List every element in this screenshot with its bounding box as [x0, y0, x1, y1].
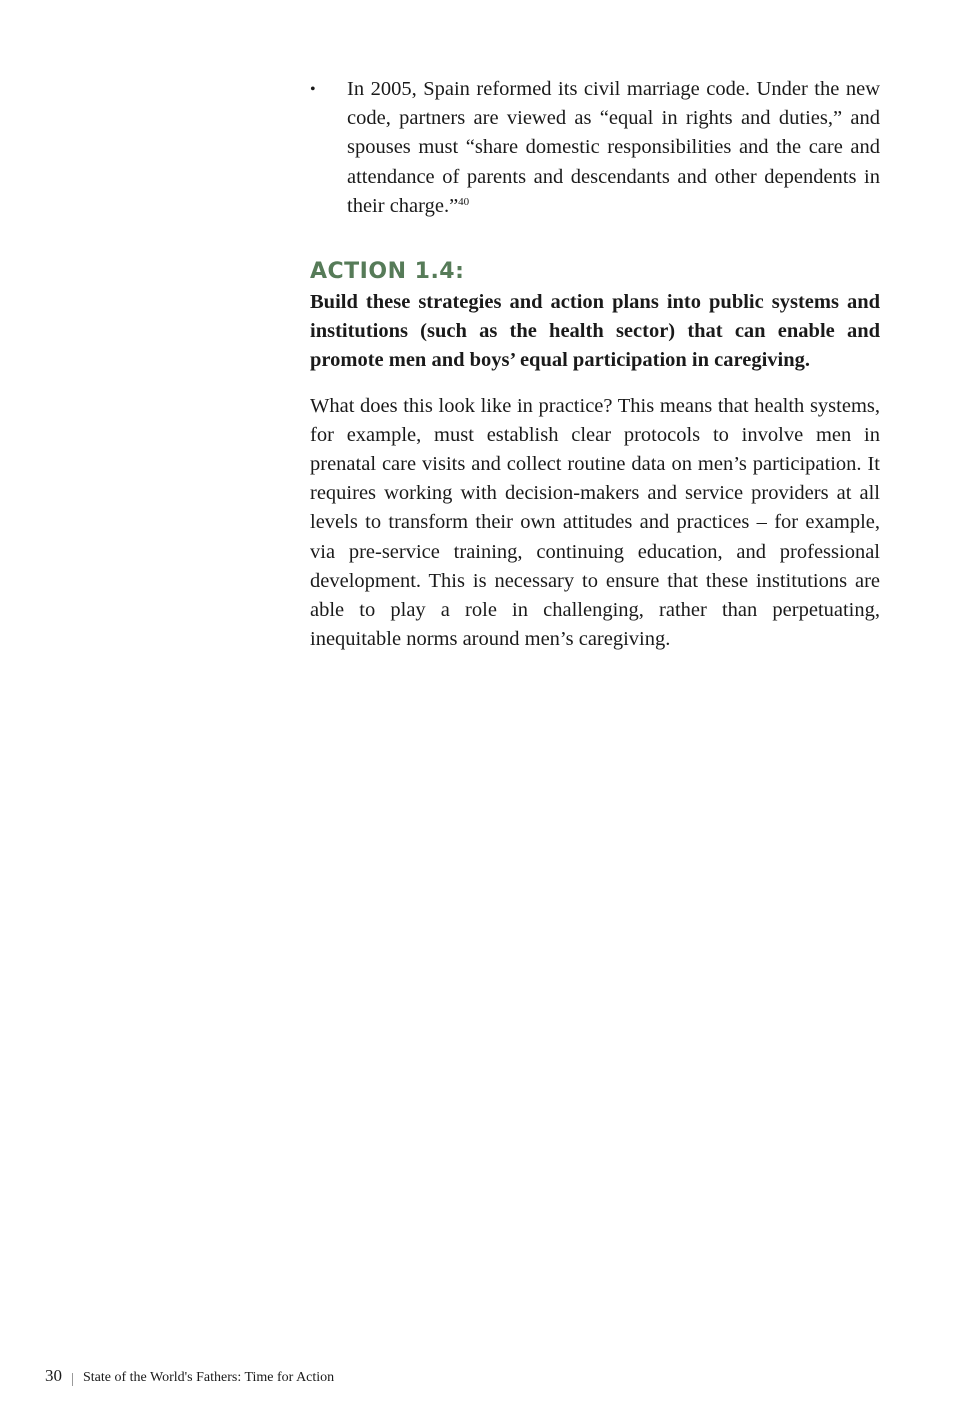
- page-number: 30: [45, 1366, 62, 1385]
- bullet-text-wrap: [347, 78, 880, 217]
- bullet-list-item: [310, 75, 880, 221]
- main-content: [310, 75, 880, 654]
- bullet-text: In 2005, Spain reformed its civil marriage code. Under the new code, partners are viewed as “equal in rights and duties,” and spouses must “share domestic responsibilities and the care and attendance of parents and descendants and other dependents in their charge.”: [347, 78, 880, 217]
- footer-document-title: State of the World's Fathers: Time for Action: [83, 1370, 335, 1385]
- page-footer: [45, 1366, 334, 1392]
- body-paragraph: What does this look like in practice? This means that health systems, for example, must establish clear protocols to involve men in prenatal care visits and collect routine data on men’s participation. It requires working with decision-makers and service providers at all levels to transform their own attitudes and practices – for example, via pre-service training, continuing education, and professional development. This is necessary to ensure that these institutions are able to play a role in challenging, rather than perpetuating, inequitable norms around men’s caregiving.: [310, 394, 880, 651]
- footer-divider: [72, 1373, 73, 1386]
- action-heading: ACTION 1.4:: [310, 259, 465, 285]
- action-lead-paragraph: Build these strategies and action plans into public systems and institutions (such as the health sector) that can enable and promote men and boys’ equal participation in caregiving.: [310, 291, 880, 372]
- footnote-reference[interactable]: 40: [458, 195, 470, 208]
- bullet-marker: •: [310, 81, 316, 98]
